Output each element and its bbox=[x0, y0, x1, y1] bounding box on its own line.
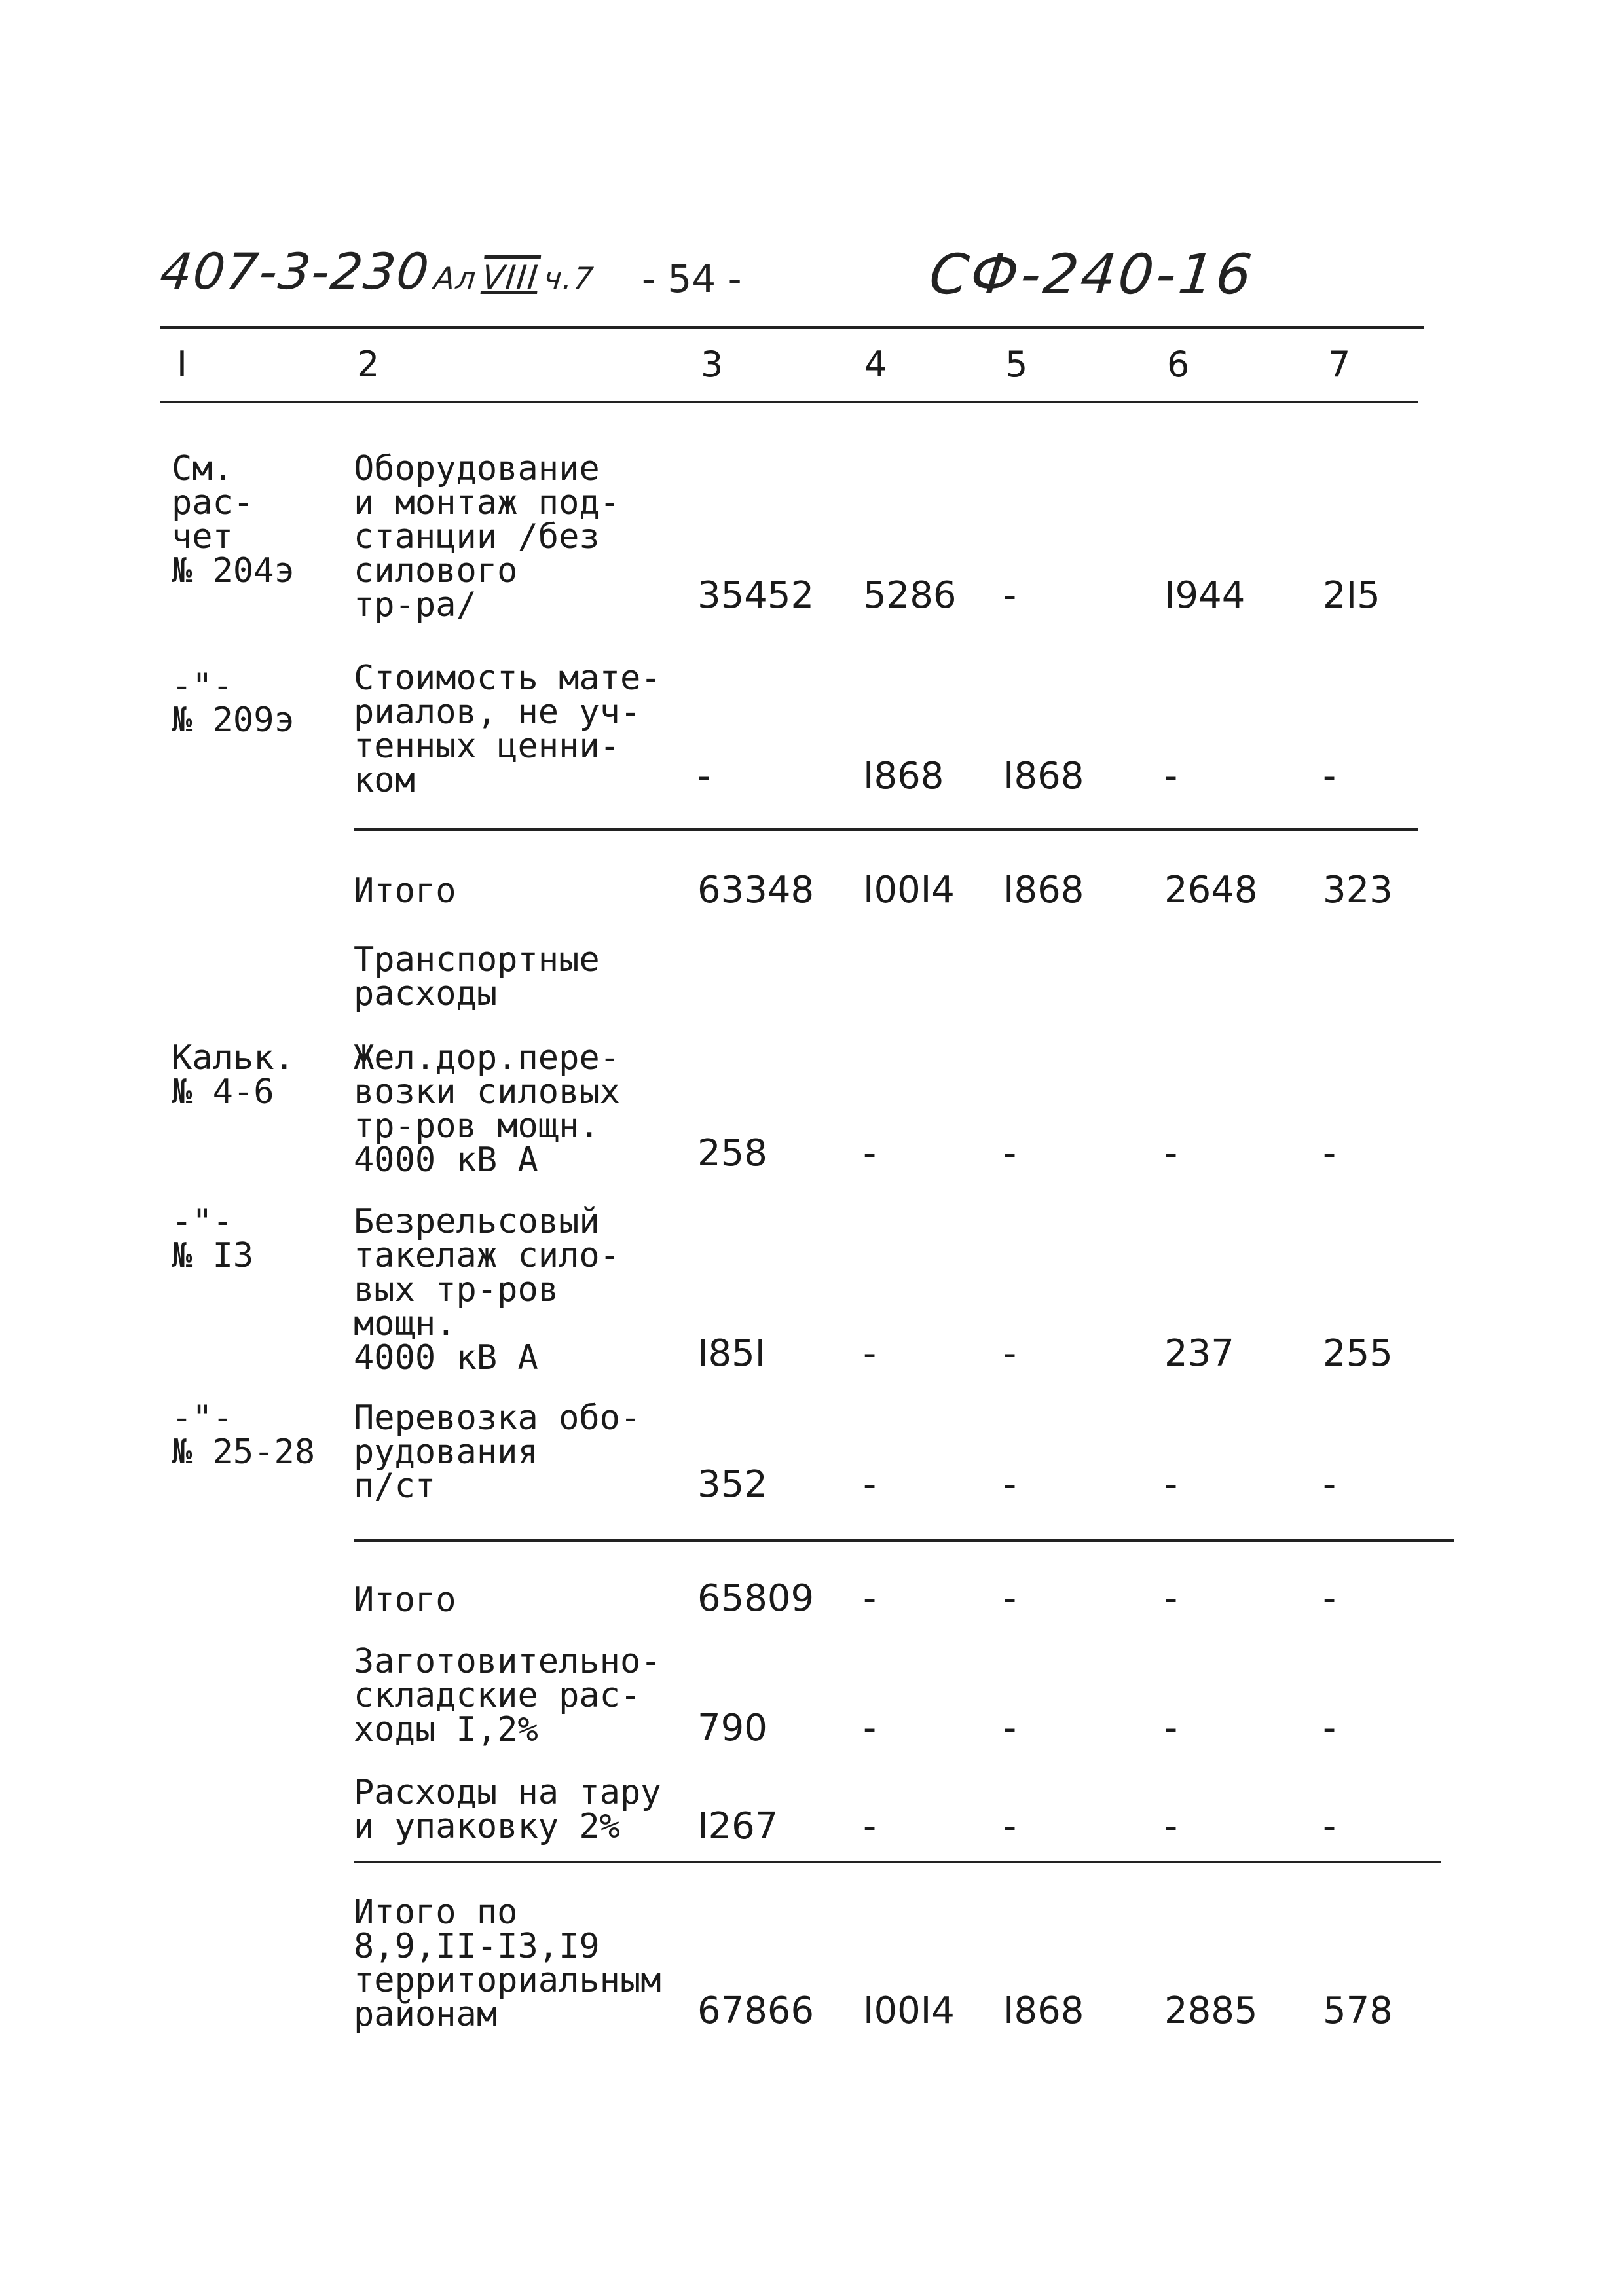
row-7-col6: - bbox=[1164, 1463, 1178, 1506]
row-9-description: Заготовительно- складские рас- ходы I,2% bbox=[354, 1642, 661, 1749]
row-3-col3: 63348 bbox=[697, 869, 815, 911]
row-1-reference: См. рас- чет № 204э bbox=[172, 449, 295, 591]
row-11-description: Итого по 8,9,II-I3,I9 территориальным районам bbox=[354, 1893, 661, 2034]
page-number: - 54 - bbox=[642, 257, 742, 301]
subtotal-rule-2 bbox=[354, 1539, 1454, 1542]
row-5-reference: Кальк. № 4-6 bbox=[172, 1038, 295, 1112]
row-5-col7: - bbox=[1323, 1132, 1337, 1175]
row-11-col4: I00I4 bbox=[863, 1990, 955, 2032]
row-9-col4: - bbox=[863, 1707, 877, 1749]
row-3-col4: I00I4 bbox=[863, 869, 955, 911]
row-7-col5: - bbox=[1003, 1463, 1017, 1506]
row-8-col4: - bbox=[863, 1577, 877, 1620]
row-8-col3: 65809 bbox=[697, 1577, 815, 1620]
column-header-5: 5 bbox=[1005, 344, 1028, 385]
table-top-rule bbox=[160, 326, 1424, 329]
row-7-reference: -"- № 25-28 bbox=[172, 1398, 316, 1472]
row-1-col4: 5286 bbox=[863, 574, 957, 617]
row-2-description: Стоимость мате- риалов, не уч- тенных ценни- ком bbox=[354, 659, 661, 800]
row-2-col4: I868 bbox=[863, 755, 944, 797]
row-3-description: Итого bbox=[354, 871, 456, 911]
column-header-1: I bbox=[177, 344, 187, 385]
subtotal-rule-1 bbox=[354, 828, 1418, 831]
subtotal-rule-3 bbox=[354, 1861, 1441, 1863]
row-11-col7: 578 bbox=[1323, 1990, 1393, 2032]
column-header-7: 7 bbox=[1328, 344, 1351, 385]
row-10-col4: - bbox=[863, 1805, 877, 1848]
row-9-col7: - bbox=[1323, 1707, 1337, 1749]
row-5-col6: - bbox=[1164, 1132, 1178, 1175]
row-10-col7: - bbox=[1323, 1805, 1337, 1848]
row-2-col6: - bbox=[1164, 755, 1178, 797]
row-11-col5: I868 bbox=[1003, 1990, 1084, 2032]
row-9-col5: - bbox=[1003, 1707, 1017, 1749]
document-code-number: 407-3-230 bbox=[157, 242, 434, 301]
row-7-description: Перевозка обо- рудования п/ст bbox=[354, 1398, 641, 1506]
row-6-description: Безрельсовый такелаж сило- вых тр-ров мощн. 4000 кВ А bbox=[354, 1202, 620, 1377]
row-1-col5: - bbox=[1003, 574, 1017, 617]
row-2-col5: I868 bbox=[1003, 755, 1084, 797]
row-5-col4: - bbox=[863, 1132, 877, 1175]
row-1-description: Оборудование и монтаж под- станции /без силового тр-ра/ bbox=[354, 449, 620, 625]
column-header-rule bbox=[160, 401, 1418, 403]
row-11-col3: 67866 bbox=[697, 1990, 815, 2032]
section-transport-heading: Транспортные расходы bbox=[354, 940, 600, 1013]
album-roman: VIII bbox=[480, 259, 541, 297]
row-6-col7: 255 bbox=[1323, 1332, 1393, 1375]
row-8-col5: - bbox=[1003, 1577, 1017, 1620]
row-9-col6: - bbox=[1164, 1707, 1178, 1749]
row-6-col3: I85I bbox=[697, 1332, 766, 1375]
row-5-col3: 258 bbox=[697, 1132, 767, 1175]
row-1-col3: 35452 bbox=[697, 574, 815, 617]
row-1-col6: I944 bbox=[1164, 574, 1246, 617]
row-7-col3: 352 bbox=[697, 1463, 767, 1506]
album-part: ч.7 bbox=[542, 261, 597, 296]
row-2-col7: - bbox=[1323, 755, 1337, 797]
row-2-col3: - bbox=[697, 755, 711, 797]
row-9-col3: 790 bbox=[697, 1707, 767, 1749]
row-8-col7: - bbox=[1323, 1577, 1337, 1620]
row-7-col4: - bbox=[863, 1463, 877, 1506]
row-6-col4: - bbox=[863, 1332, 877, 1375]
row-3-col6: 2648 bbox=[1164, 869, 1258, 911]
row-5-description: Жел.дор.пере- возки силовых тр-ров мощн. 4000 кВ А bbox=[354, 1038, 620, 1180]
document-code bbox=[157, 242, 598, 301]
row-6-col6: 237 bbox=[1164, 1332, 1234, 1375]
album-prefix: Ал bbox=[432, 261, 479, 296]
row-10-description: Расходы на тару и упаковку 2% bbox=[354, 1773, 661, 1846]
row-10-col3: I267 bbox=[697, 1805, 779, 1848]
row-8-col6: - bbox=[1164, 1577, 1178, 1620]
sheet-code: СФ-240-16 bbox=[926, 242, 1257, 306]
row-6-col5: - bbox=[1003, 1332, 1017, 1375]
row-11-col6: 2885 bbox=[1164, 1990, 1258, 2032]
row-3-col5: I868 bbox=[1003, 869, 1084, 911]
column-header-3: 3 bbox=[701, 344, 724, 385]
row-10-col6: - bbox=[1164, 1805, 1178, 1848]
column-header-4: 4 bbox=[864, 344, 887, 385]
row-10-col5: - bbox=[1003, 1805, 1017, 1848]
row-6-reference: -"- № I3 bbox=[172, 1202, 254, 1275]
row-3-col7: 323 bbox=[1323, 869, 1393, 911]
row-5-col5: - bbox=[1003, 1132, 1017, 1175]
row-2-reference: -"- № 209э bbox=[172, 666, 295, 740]
column-header-6: 6 bbox=[1167, 344, 1190, 385]
column-header-2: 2 bbox=[357, 344, 380, 385]
row-8-description: Итого bbox=[354, 1580, 456, 1620]
row-1-col7: 2I5 bbox=[1323, 574, 1380, 617]
row-7-col7: - bbox=[1323, 1463, 1337, 1506]
